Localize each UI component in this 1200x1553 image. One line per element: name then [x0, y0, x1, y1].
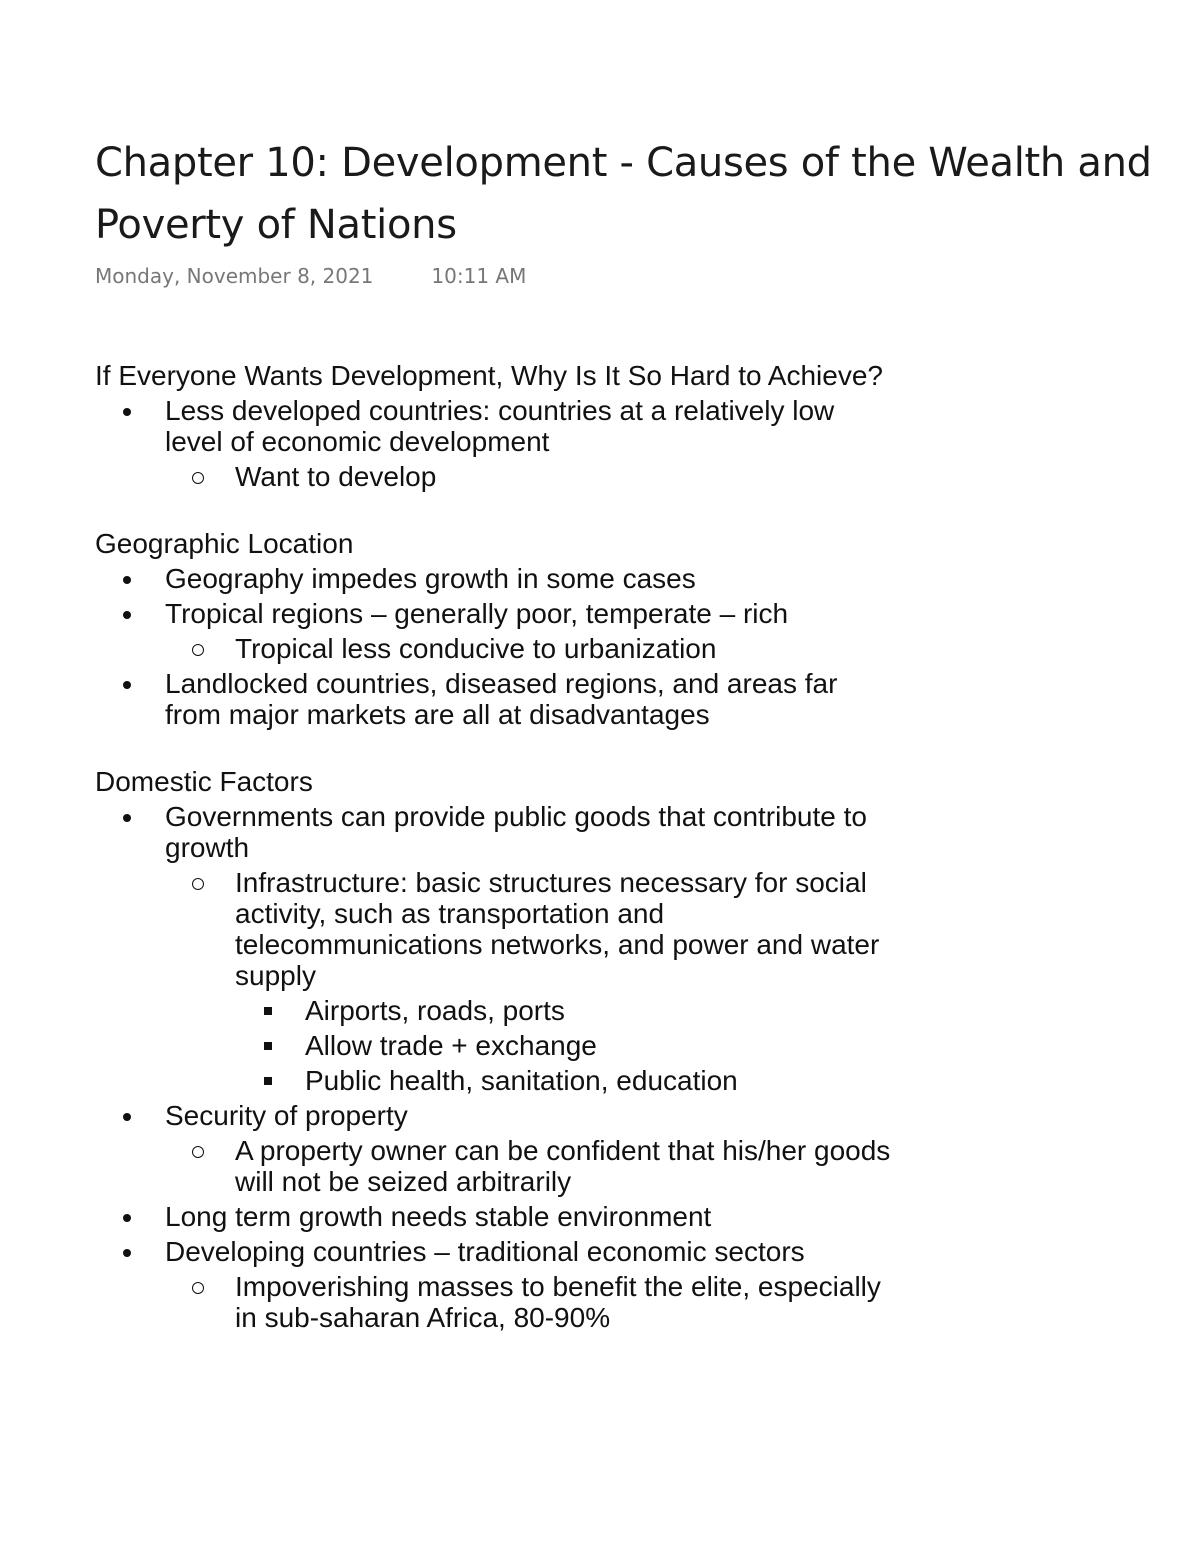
list-item	[95, 395, 895, 492]
list-item-text: Less developed countries: countries at a relatively low level of economic development	[165, 395, 835, 457]
section-domestic-factors	[95, 766, 895, 1333]
sub-sub-list-item	[235, 1030, 895, 1061]
sub-list	[235, 1135, 895, 1197]
page-date: Monday, November 8, 2021	[95, 264, 374, 288]
list-item	[95, 563, 895, 594]
bullet-list	[95, 801, 895, 1333]
sub-list-item	[165, 1271, 895, 1333]
list-item-text: Tropical less conducive to urbanization	[235, 633, 717, 664]
list-item-text: Want to develop	[235, 461, 437, 492]
list-item	[95, 1236, 895, 1333]
list-item	[95, 598, 895, 664]
note-body	[95, 360, 895, 1436]
section-geographic-location	[95, 528, 895, 730]
list-item-text: Developing countries – traditional economic sectors	[165, 1236, 805, 1267]
list-item-text: Governments can provide public goods that contribute to growth	[165, 801, 867, 863]
sub-list-item	[165, 867, 895, 1096]
list-item-text: Public health, sanitation, education	[305, 1065, 738, 1096]
list-item-text: Allow trade + exchange	[305, 1030, 597, 1061]
title-line-1: Chapter 10: Development - Causes of the Wealth and	[95, 140, 1152, 186]
section-heading: Geographic Location	[95, 528, 354, 559]
section-heading: If Everyone Wants Development, Why Is It So Hard to Achieve?	[95, 360, 883, 391]
list-item-text: Long term growth needs stable environment	[165, 1201, 712, 1232]
list-item	[95, 668, 895, 730]
sub-sub-list-item	[235, 1065, 895, 1096]
sub-list	[235, 1271, 895, 1333]
title-line-2: Poverty of Nations	[95, 202, 457, 248]
list-item-text: Security of property	[165, 1100, 408, 1131]
sub-list-item	[165, 1135, 895, 1197]
sub-sub-list	[305, 995, 895, 1096]
list-item-text: Geography impedes growth in some cases	[165, 563, 696, 594]
page-time: 10:11 AM	[431, 264, 527, 288]
page-title	[95, 132, 1200, 256]
section-heading: Domestic Factors	[95, 766, 313, 797]
sub-list	[235, 867, 895, 1096]
bullet-list	[95, 395, 895, 492]
list-item	[95, 1201, 895, 1232]
sub-list-item	[165, 461, 895, 492]
list-item-text: Impoverishing masses to benefit the elite, especially in sub-saharan Africa, 80-90%	[235, 1271, 881, 1333]
sub-sub-list-item	[235, 995, 895, 1026]
list-item-text: Landlocked countries, diseased regions, and areas far from major markets are all at disadvantages	[165, 668, 838, 730]
sub-list-item	[165, 633, 895, 664]
list-item	[95, 801, 895, 1096]
section-development	[95, 360, 895, 492]
list-item-text: Airports, roads, ports	[305, 995, 565, 1026]
bullet-list	[95, 563, 895, 730]
list-item-text: Infrastructure: basic structures necessary for social activity, such as transportation and telecommunications networks, and power and water supply	[235, 867, 880, 991]
list-item-text: A property owner can be confident that his/her goods will not be seized arbitrarily	[235, 1135, 891, 1197]
page-timestamp	[95, 264, 526, 288]
list-item	[95, 1100, 895, 1197]
list-item-text: Tropical regions – generally poor, temperate – rich	[165, 598, 789, 629]
sub-list	[235, 461, 895, 492]
sub-list	[235, 633, 895, 664]
